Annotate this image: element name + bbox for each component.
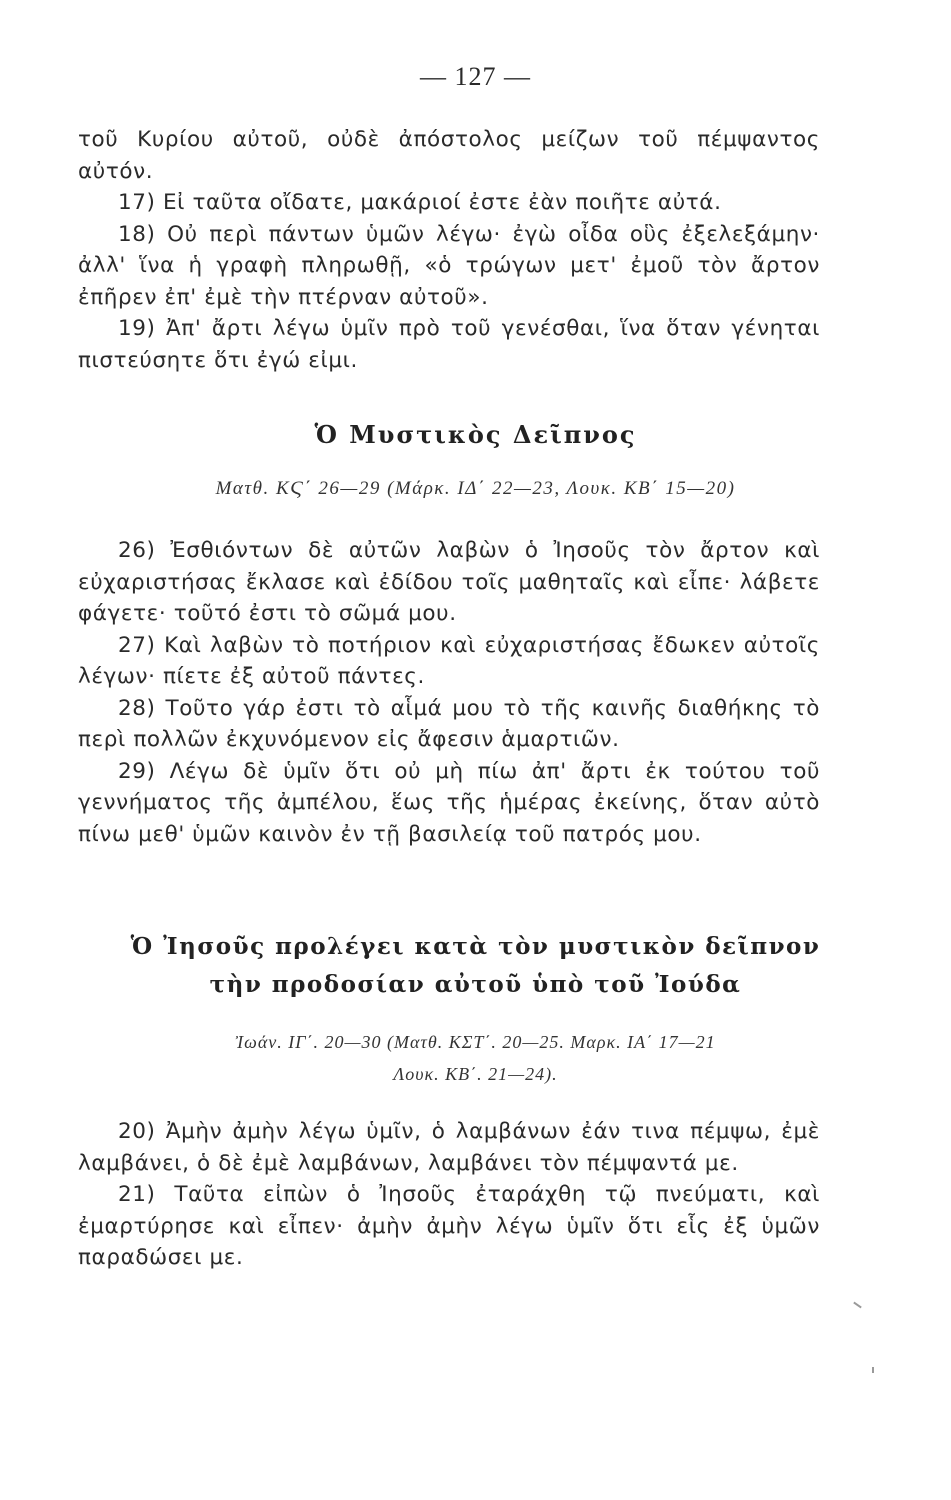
- verse-20: 20) Ἀμὴν ἀμὴν λέγω ὑμῖν, ὁ λαμβάνων ἐάν τινα πέμψω, ἐμὲ λαμβάνει, ὁ δὲ ἐμὲ λαμβάνων, λαμβάνει τὸν πέμψαντά με.: [78, 1119, 820, 1176]
- verse-26: 26) Ἐσθιόντων δὲ αὐτῶν λαβὼν ὁ Ἰησοῦς τὸν ἄρτον καὶ εὐχαριστήσας ἔκλασε καὶ ἐδίδου τοῖς μαθηταῖς καὶ εἶπε· λάβετε φάγετε· τοῦτό ἐστι τὸ σῶμά μου.: [78, 538, 820, 626]
- scan-speck: [853, 1302, 862, 1309]
- verse-19: 19) Ἀπ' ἄρτι λέγω ὑμῖν πρὸ τοῦ γενέσθαι, ἵνα ὅταν γένηται πιστεύσητε ὅτι ἐγώ εἰμι.: [78, 316, 820, 373]
- paragraph-continuation: τοῦ Κυρίου αὐτοῦ, οὐδὲ ἀπόστολος μείζων τοῦ πέμψαντος αὐτόν.: [78, 127, 820, 184]
- scripture-reference-2-line1: Ἰωάν. ΙΓ΄. 20—30 (Ματθ. ΚΣΤ΄. 20—25. Μαρκ. ΙΑ΄ 17—21: [235, 1032, 716, 1052]
- text-block-top: [78, 124, 820, 376]
- verse-17: 17) Εἰ ταῦτα οἴδατε, μακάριοί ἐστε ἐὰν ποιῆτε αὐτά.: [118, 190, 722, 215]
- scan-speck: [872, 1367, 874, 1373]
- verse-21: 21) Ταῦτα εἰπὼν ὁ Ἰησοῦς ἐταράχθη τῷ πνεύματι, καὶ ἐμαρτύρησε καὶ εἶπεν· ἀμὴν ἀμὴν λέγω ὑμῖν ὅτι εἷς ἐξ ὑμῶν παραδώσει με.: [78, 1182, 820, 1270]
- scripture-reference-1: Ματθ. ΚϚ΄ 26—29 (Μάρκ. ΙΔ΄ 22—23, Λουκ. ΚΒ΄ 15—20): [215, 478, 736, 499]
- section-heading-betrayal-line2: τὴν προδοσίαν αὐτοῦ ὑπὸ τοῦ Ἰούδα: [209, 971, 742, 998]
- verse-27: 27) Καὶ λαβὼν τὸ ποτήριον καὶ εὐχαριστήσας ἔδωκεν αὐτοῖς λέγων· πίετε ἐξ αὐτοῦ πάντες.: [78, 632, 820, 689]
- verse-18: 18) Οὐ περὶ πάντων ὑμῶν λέγω· ἐγὼ οἶδα οὓς ἐξελεξάμην· ἀλλ' ἵνα ἡ γραφὴ πληρωθῇ, «ὁ τρώγων μετ' ἐμοῦ τὸν ἄρτον ἐπῆρεν ἐπ' ἐμὲ τὴν πτέρναν αὐτοῦ».: [78, 221, 820, 310]
- section-heading-betrayal: [0, 928, 951, 1004]
- verse-28: 28) Τοῦτο γάρ ἐστι τὸ αἷμά μου τὸ τῆς καινῆς διαθήκης τὸ περὶ πολλῶν ἐκχυνόμενον εἰς ἄφεσιν ἁμαρτιῶν.: [78, 695, 820, 752]
- section-heading-betrayal-line1: Ὁ Ἰησοῦς προλέγει κατὰ τὸν μυστικὸν δεῖπνον: [130, 933, 821, 960]
- verse-29: 29) Λέγω δὲ ὑμῖν ὅτι οὐ μὴ πίω ἀπ' ἄρτι ἐκ τούτου τοῦ γεννήματος τῆς ἀμπέλου, ἕως τῆς ἡμέρας ἐκείνης, ὅταν αὐτὸ πίνω μεθ' ὑμῶν καινὸν ἐν τῇ βασιλείᾳ τοῦ πατρός μου.: [78, 758, 820, 847]
- text-block-middle: [78, 535, 820, 850]
- scripture-reference-2-line2: Λουκ. ΚΒ΄. 21—24).: [393, 1064, 558, 1084]
- page-number: — 127 —: [420, 62, 531, 91]
- section-heading-mystical-supper: Ὁ Μυστικὸς Δεῖπνος: [314, 420, 637, 449]
- text-block-bottom: [78, 1116, 820, 1274]
